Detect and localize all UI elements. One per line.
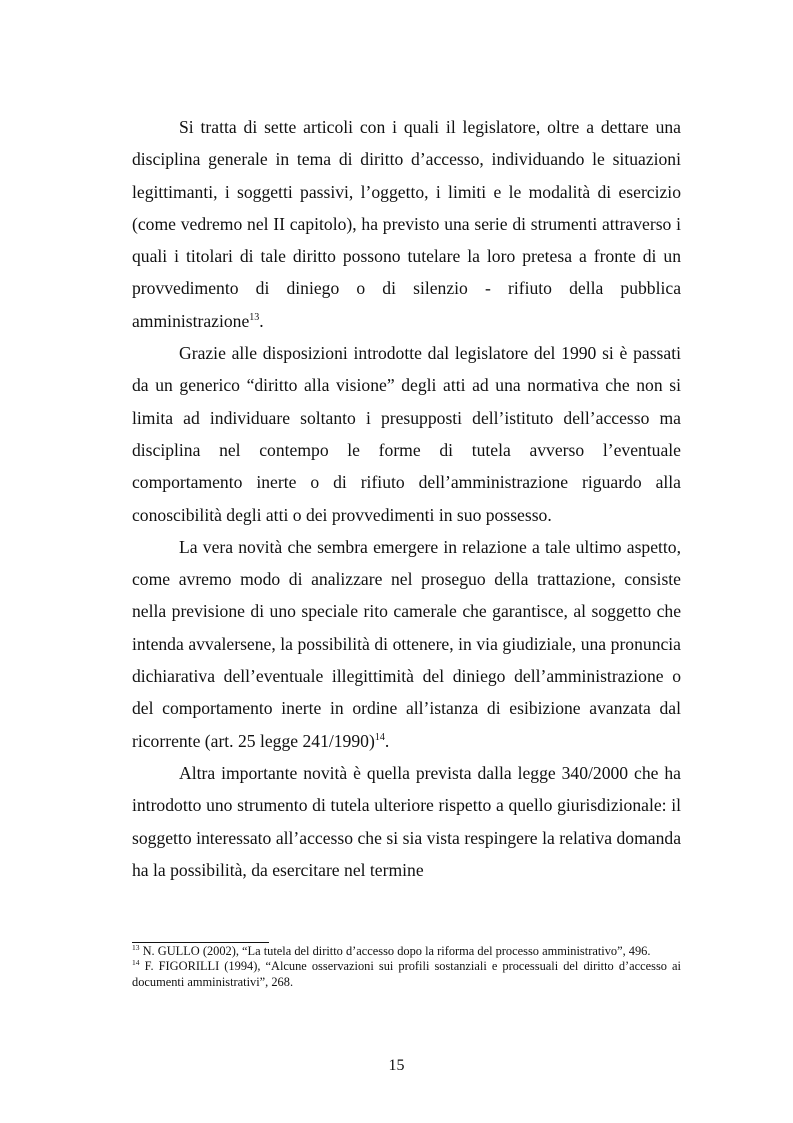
footnote: $^{13}$ N. GULLO (2002), “La tutela del diritto d’accesso dopo la riforma del processo amministrativo”, 496. (132, 942, 651, 958)
footnote: $^{14}$ F. FIGORILLI (1994), “Alcune osservazioni sui profili sostanziali e processuali del diritto d’accesso ai documenti amministrativi”, 268. (132, 958, 681, 989)
paragraph: Grazie alle disposizioni introdotte dal legislatore del 1990 si è passati da un generico “diritto alla visione” degli atti ad una normativa che non si limita ad individuare soltanto i presupposti dell’istituto dell’accesso ma disciplina nel contempo le forme di tutela avverso l’eventuale comportamento inerte o di rifiuto dell’amministrazione riguardo alla conoscibilità degli atti o dei provvedimenti in suo possesso. (132, 343, 681, 525)
paragraph: La vera novità che sembra emergere in relazione a tale ultimo aspetto, come avremo modo di analizzare nel proseguo della trattazione, consiste nella previsione di uno speciale rito camerale che garantisce, al soggetto che intenda avvalersene, la possibilità di ottenere, in via giudiziale, una pronuncia dichiarativa dell’eventuale illegittimità del diniego dell’amministrazione o del comportamento inerte in ordine all’istanza di esibizione avanzata dal ricorrente (art. 25 legge 241/1990)$^{14}$. (132, 536, 681, 751)
footnotes (132, 944, 681, 990)
paragraph: Altra importante novità è quella prevista dalla legge 340/2000 che ha introdotto uno strumento di tutela ulteriore rispetto a quello giurisdizionale: il soggetto interessato all’accesso che si sia vista respingere la relativa domanda ha la possibilità, da esercitare nel termine (132, 762, 681, 880)
footnote-number: 14 (132, 958, 140, 968)
footnote-ref: 14 (374, 731, 385, 743)
paragraph: Si tratta di sette articoli con i quali il legislatore, oltre a dettare una disciplina generale in tema di diritto d’accesso, individuando le situazioni legittimanti, i soggetti passivi, l’oggetto, i limiti e le modalità di esercizio (come vedremo nel II capitolo), ha previsto una serie di strumenti attraverso i quali i titolari di tale diritto possono tutelare la loro pretesa a fronte di un provvedimento di diniego o di silenzio - rifiuto della pubblica amministrazione$^{13}$. (132, 117, 681, 331)
footnote-separator (132, 942, 269, 943)
body-text (132, 111, 681, 886)
footnote-ref: 13 (249, 311, 260, 323)
page-number: 15 (388, 1057, 405, 1074)
footnote-number: 13 (132, 942, 140, 952)
